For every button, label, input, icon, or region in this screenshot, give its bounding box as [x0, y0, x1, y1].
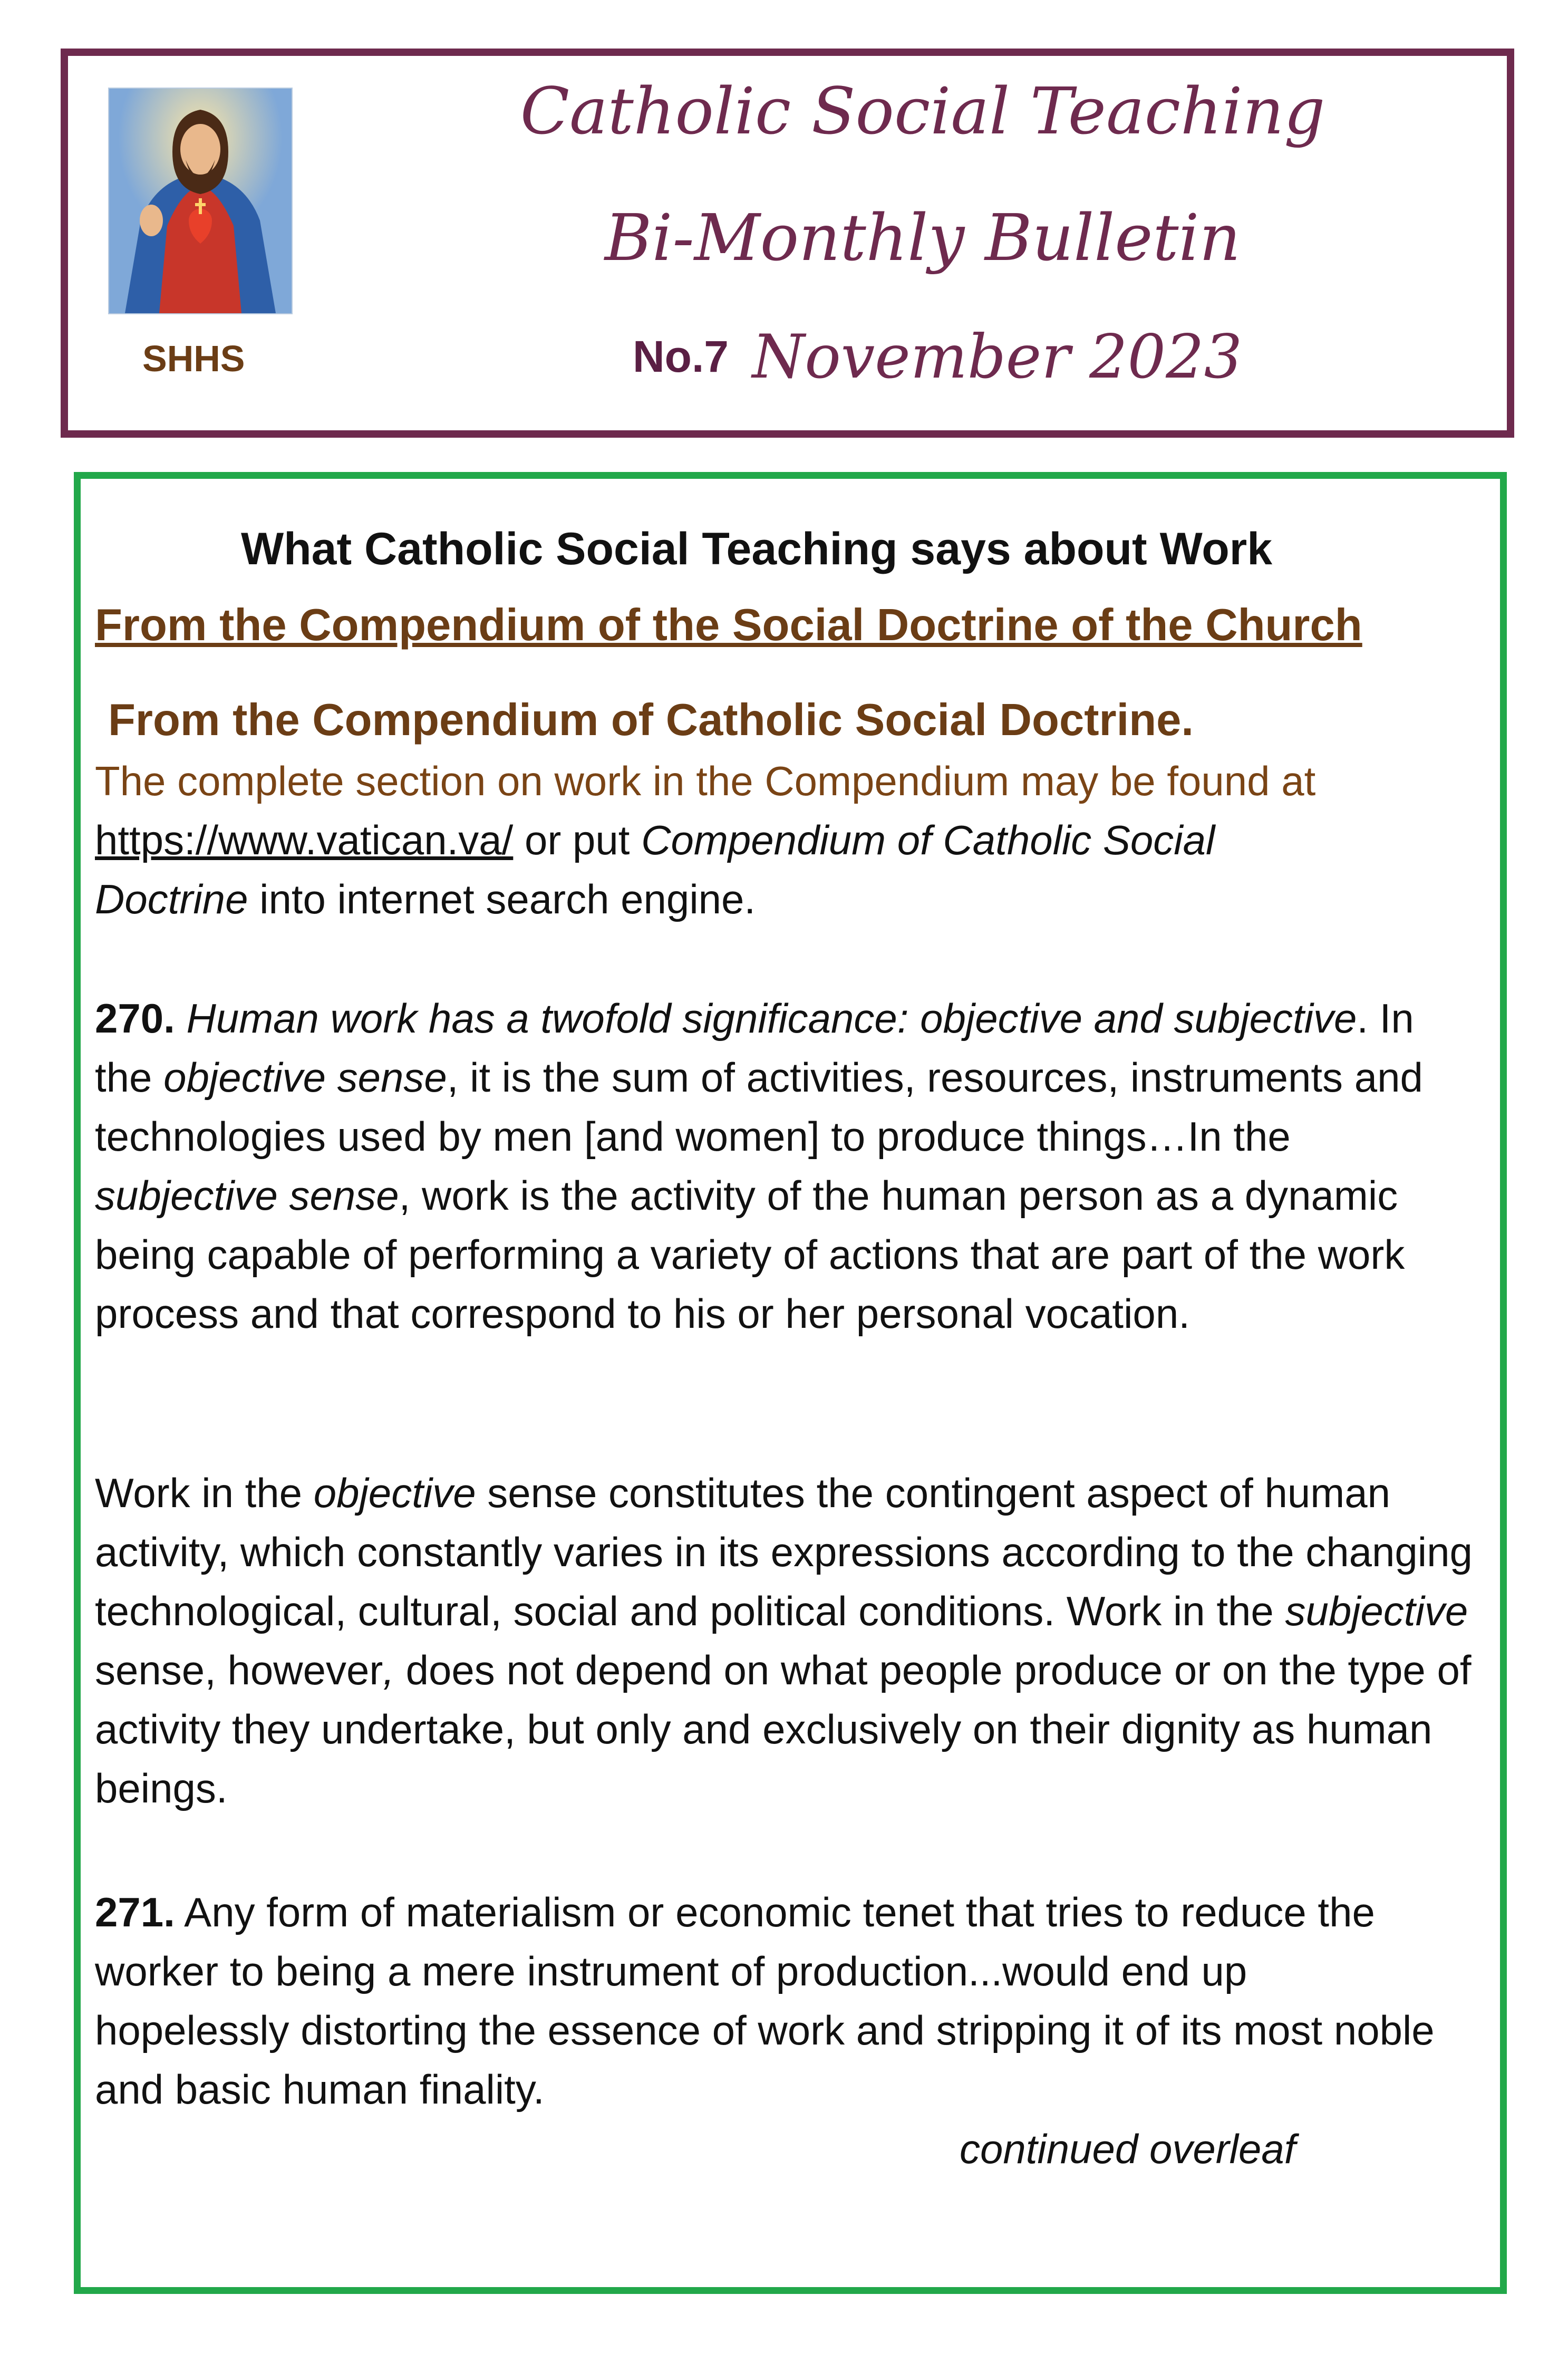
paragraph-270-continued	[95, 1463, 1482, 1818]
italic-run: subjective sense	[95, 1172, 399, 1219]
italic-run: ,	[383, 1647, 394, 1693]
issue-info	[633, 322, 1242, 392]
intro-text: The complete section on work in the Compendium may be found at	[95, 758, 1316, 804]
italic-run: objective	[313, 1470, 476, 1516]
issue-date: November 2023	[752, 322, 1243, 392]
compendium-heading-link[interactable]: From the Compendium of the Social Doctrine of the Church	[95, 600, 1362, 650]
intro-end: into internet search engine.	[248, 876, 756, 922]
text-run: . In the	[95, 995, 1414, 1101]
paragraph-number: 271.	[95, 1889, 175, 1935]
continued-overleaf: continued overleaf	[960, 2126, 1296, 2172]
italic-lead: Human work has a twofold significance: objective and subjective	[175, 995, 1357, 1042]
paragraph-270	[95, 989, 1471, 1343]
text-run: , it is the sum of activities, resources, instruments and technologies used by men [and women] to produce things…In the	[95, 1054, 1423, 1160]
bulletin-subtitle: Bi-Monthly Bulletin	[604, 200, 1241, 275]
issue-number: No.7	[633, 332, 729, 381]
sacred-heart-jesus-image	[108, 88, 293, 314]
vatican-link[interactable]: https://www.vatican.va/	[95, 817, 514, 863]
italic-run: objective sense	[163, 1054, 447, 1101]
section-heading: What Catholic Social Teaching says about Work	[240, 524, 1273, 574]
text-run: sense constitutes the contingent aspect of human activity, which constantly varies in its expressions according to the changing technological, cultural, social and political conditions. Work in the	[95, 1470, 1473, 1634]
text-run: does not depend on what people produce or on the type of activity they undertake, but only and exclusively on their dignity as human beings.	[95, 1647, 1472, 1811]
intro-paragraph	[95, 751, 1487, 929]
italic-run: subjective	[1285, 1588, 1468, 1634]
text-run: sense, however	[95, 1647, 383, 1693]
book-title-part2: Doctrine	[95, 876, 248, 922]
school-label: SHHS	[142, 338, 245, 379]
intro-or-put: or put	[513, 817, 642, 863]
paragraph-271	[95, 1883, 1445, 2119]
bulletin-title: Catholic Social Teaching	[520, 74, 1325, 149]
text-run: Any form of materialism or economic tenet that tries to reduce the worker to being a mere instrument of production...would end up hopelessly distorting the essence of work and stripping it of its most noble and basic human finality.	[95, 1889, 1435, 2113]
paragraph-number: 270.	[95, 995, 175, 1042]
compendium-subheading: From the Compendium of Catholic Social Doctrine.	[108, 695, 1194, 745]
text-run: Work in the	[95, 1470, 314, 1516]
text-run: , work is the activity of the human person as a dynamic being capable of performing a variety of actions that are part of the work process and that correspond to his or her personal vocation.	[95, 1172, 1405, 1337]
book-title-part1: Compendium of Catholic Social	[641, 817, 1215, 863]
